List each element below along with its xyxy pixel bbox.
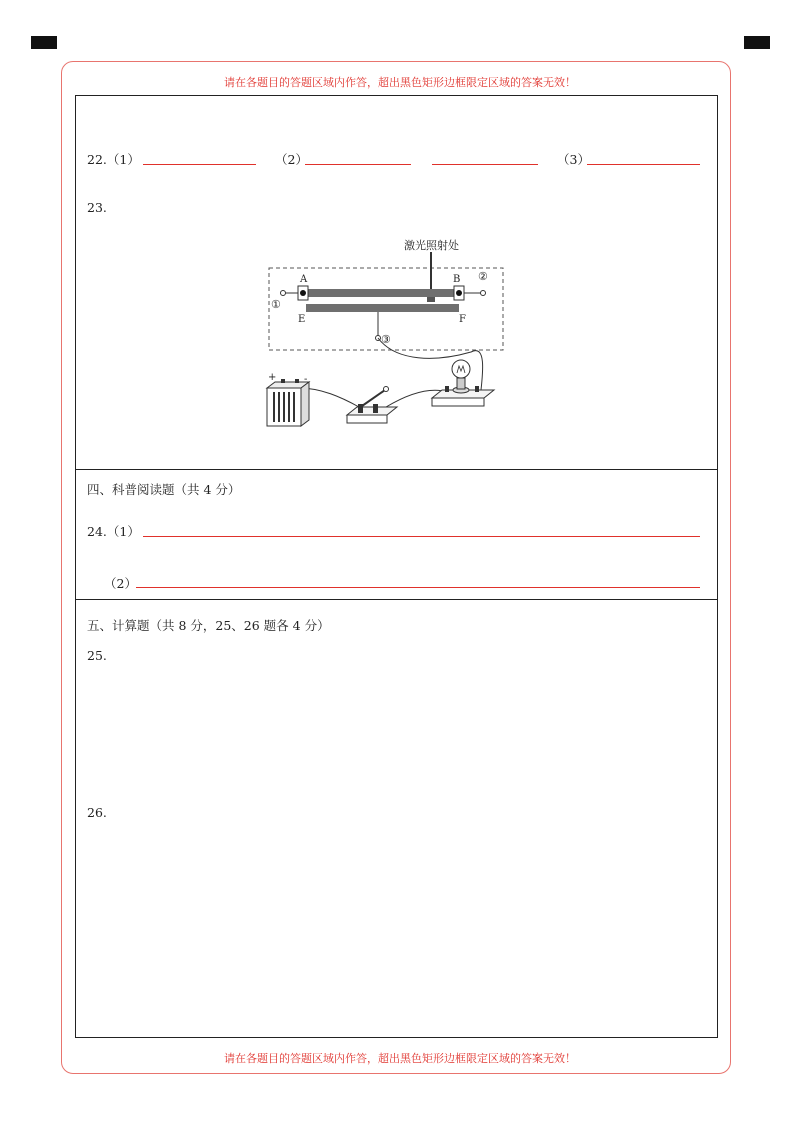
light-bulb [432,360,494,406]
q26-number: 26. [87,805,107,820]
registration-mark-right [744,36,770,49]
section5-title: 五、计算题（共 8 分，25、26 题各 4 分） [87,618,330,633]
terminal-b-post [456,290,462,296]
q22-part3-label: （3） [557,152,590,167]
circuit-diagram [261,232,511,432]
q22-number: 22.（1） [87,152,140,167]
bottom-notice: 请在各题目的答题区域内作答，超出黑色矩形边框限定区域的答案无效！ [224,1052,576,1065]
q22-answer-line-3[interactable] [587,164,700,165]
answer-box [75,95,718,1038]
battery-plus: + [268,372,277,383]
terminal-2-post [481,291,486,296]
label-f: F [459,314,466,325]
label-terminal-1: ① [271,298,281,311]
q22-answer-line-1[interactable] [143,164,256,165]
label-terminal-3: ③ [381,333,391,346]
label-terminal-2: ② [478,270,488,283]
registration-mark-left [31,36,57,49]
q24-part1-label: 24.（1） [87,524,140,539]
q22-part2-label: （2） [275,152,308,167]
top-notice: 请在各题目的答题区域内作答，超出黑色矩形边框限定区域的答案无效！ [224,76,576,89]
q22-answer-line-2a[interactable] [305,164,411,165]
laser-label: 激光照射处 [404,239,459,252]
q23-number: 23. [87,200,107,215]
q24-answer-line-1[interactable] [143,536,700,537]
strip-ab [303,289,459,297]
q24-answer-line-2[interactable] [136,587,700,588]
q25-number: 25. [87,648,107,663]
battery [267,372,309,426]
section4-title: 四、科普阅读题（共 4 分） [87,482,241,497]
terminal-a-post [300,290,306,296]
label-e: E [298,314,306,325]
terminal-1-post [281,291,286,296]
q24-part2-label: （2） [104,576,137,591]
battery-minus: - [304,374,308,385]
label-a: A [300,274,308,285]
label-b: B [453,274,461,285]
q22-answer-line-2b[interactable] [432,164,538,165]
section-divider-1 [76,469,717,470]
section-divider-2 [76,599,717,600]
strip-ef [306,304,459,312]
